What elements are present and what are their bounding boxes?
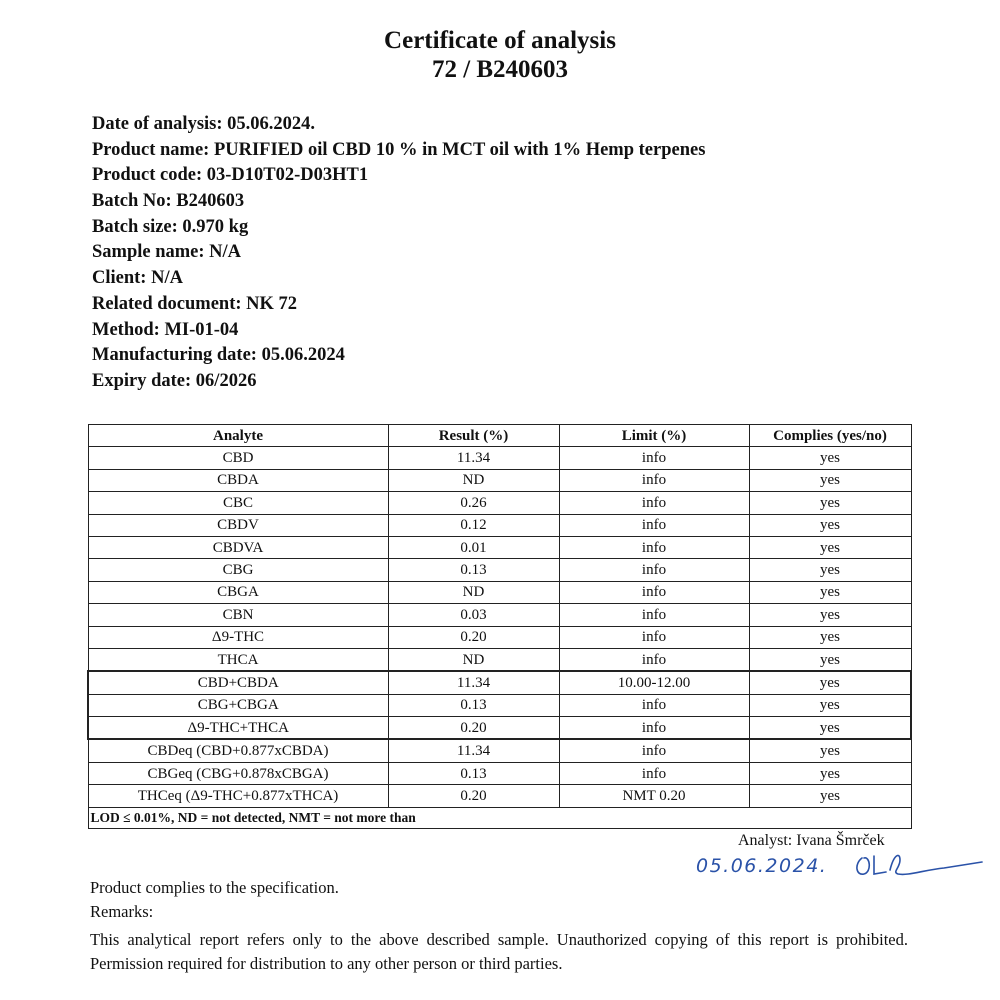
table-row — [88, 671, 911, 694]
limit-cell: info — [559, 536, 749, 558]
analyte-cell: CBDeq (CBD+0.877xCBDA) — [88, 739, 388, 762]
table-row — [88, 648, 911, 671]
table-row — [88, 762, 911, 784]
analyte-cell: CBC — [88, 492, 388, 514]
analyte-cell: CBGeq (CBG+0.878xCBGA) — [88, 762, 388, 784]
limit-cell: info — [559, 604, 749, 626]
handwritten-signature — [694, 846, 984, 886]
complies-cell: yes — [749, 671, 911, 694]
table-row — [88, 785, 911, 807]
result-cell: ND — [388, 469, 559, 491]
analyte-cell: CBDVA — [88, 536, 388, 558]
limit-cell: info — [559, 694, 749, 716]
analyte-cell: CBDA — [88, 469, 388, 491]
table-row — [88, 514, 911, 536]
signature-scribble — [857, 855, 982, 874]
table-row — [88, 717, 911, 740]
table-header-row — [88, 425, 911, 447]
limit-cell: info — [559, 514, 749, 536]
limit-cell: info — [559, 762, 749, 784]
expiry-date: Expiry date: 06/2026 — [92, 370, 257, 391]
analyte-cell: THCA — [88, 648, 388, 671]
limit-cell: info — [559, 581, 749, 603]
complies-cell: yes — [749, 559, 911, 581]
analyte-cell: CBD — [88, 447, 388, 469]
certificate-number: 72 / B240603 — [431, 56, 569, 83]
result-cell: 11.34 — [388, 671, 559, 694]
table-row — [88, 559, 911, 581]
signature-date: 05.06.2024. — [696, 855, 828, 877]
limit-cell: info — [559, 739, 749, 762]
result-cell: 0.20 — [388, 785, 559, 807]
complies-cell: yes — [749, 717, 911, 740]
analyte-cell: CBD+CBDA — [88, 671, 388, 694]
table-row — [88, 447, 911, 469]
result-cell: ND — [388, 648, 559, 671]
signature-drawing — [694, 846, 984, 886]
analyte-cell: THCeq (Δ9-THC+0.877xTHCA) — [88, 785, 388, 807]
result-cell: ND — [388, 581, 559, 603]
method: Method: MI-01-04 — [92, 319, 239, 340]
limit-cell: info — [559, 559, 749, 581]
column-header-analyte: Analyte — [88, 425, 388, 447]
analyte-cell: CBG — [88, 559, 388, 581]
analyte-cell: CBDV — [88, 514, 388, 536]
remarks-text: This analytical report refers only to the above described sample. Unauthorized copying of this report is prohibited. Permission required for distribution to any other person or third parties. — [90, 930, 908, 973]
table-row — [88, 604, 911, 626]
product-code: Product code: 03-D10T02-D03HT1 — [92, 165, 369, 186]
table-footnote-row — [88, 807, 911, 828]
document-title: Certificate of analysis — [384, 27, 616, 54]
batch-size: Batch size: 0.970 kg — [92, 216, 249, 237]
column-header-limit: Limit (%) — [559, 425, 749, 447]
product-details — [92, 112, 892, 395]
complies-cell: yes — [749, 581, 911, 603]
table-row — [88, 469, 911, 491]
limit-cell: info — [559, 469, 749, 491]
limit-cell: info — [559, 492, 749, 514]
batch-number: Batch No: B240603 — [92, 191, 245, 212]
results-table — [87, 424, 912, 829]
complies-cell: yes — [749, 469, 911, 491]
result-cell: 0.03 — [388, 604, 559, 626]
table-row — [88, 581, 911, 603]
table-row — [88, 694, 911, 716]
limit-cell: info — [559, 717, 749, 740]
result-cell: 0.13 — [388, 694, 559, 716]
complies-cell: yes — [749, 626, 911, 648]
column-header-result: Result (%) — [388, 425, 559, 447]
table-row — [88, 536, 911, 558]
sample-name: Sample name: N/A — [92, 242, 242, 263]
complies-cell: yes — [749, 739, 911, 762]
compliance-statement: Product complies to the specification. — [90, 878, 339, 897]
analyte-cell: Δ9-THC — [88, 626, 388, 648]
product-name: Product name: PURIFIED oil CBD 10 % in MCT oil with 1% Hemp terpenes — [92, 139, 706, 160]
limit-cell: info — [559, 447, 749, 469]
complies-cell: yes — [749, 694, 911, 716]
analyst-name: Analyst: Ivana Šmrček — [738, 832, 885, 849]
limit-cell: 10.00-12.00 — [559, 671, 749, 694]
result-cell: 11.34 — [388, 447, 559, 469]
result-cell: 0.13 — [388, 559, 559, 581]
result-cell: 0.12 — [388, 514, 559, 536]
limit-cell: info — [559, 648, 749, 671]
result-cell: 0.20 — [388, 717, 559, 740]
manufacturing-date: Manufacturing date: 05.06.2024 — [92, 345, 345, 366]
result-cell: 0.20 — [388, 626, 559, 648]
complies-cell: yes — [749, 447, 911, 469]
date-of-analysis: Date of analysis: 05.06.2024. — [92, 114, 316, 134]
limit-cell: NMT 0.20 — [559, 785, 749, 807]
analyte-cell: Δ9-THC+THCA — [88, 717, 388, 740]
complies-cell: yes — [749, 785, 911, 807]
result-cell: 0.13 — [388, 762, 559, 784]
analyte-cell: CBG+CBGA — [88, 694, 388, 716]
table-row — [88, 492, 911, 514]
limit-cell: info — [559, 626, 749, 648]
complies-cell: yes — [749, 762, 911, 784]
complies-cell: yes — [749, 604, 911, 626]
complies-cell: yes — [749, 648, 911, 671]
client: Client: N/A — [92, 268, 183, 289]
complies-cell: yes — [749, 514, 911, 536]
remarks-label: Remarks: — [90, 902, 154, 921]
result-cell: 0.01 — [388, 536, 559, 558]
table-row — [88, 739, 911, 762]
table-footnote: LOD ≤ 0.01%, ND = not detected, NMT = not more than — [88, 807, 911, 828]
table-row — [88, 626, 911, 648]
analyte-cell: CBGA — [88, 581, 388, 603]
complies-cell: yes — [749, 536, 911, 558]
result-cell: 11.34 — [388, 739, 559, 762]
complies-cell: yes — [749, 492, 911, 514]
related-document: Related document: NK 72 — [92, 293, 298, 314]
column-header-complies: Complies (yes/no) — [749, 425, 911, 447]
analyte-cell: CBN — [88, 604, 388, 626]
result-cell: 0.26 — [388, 492, 559, 514]
